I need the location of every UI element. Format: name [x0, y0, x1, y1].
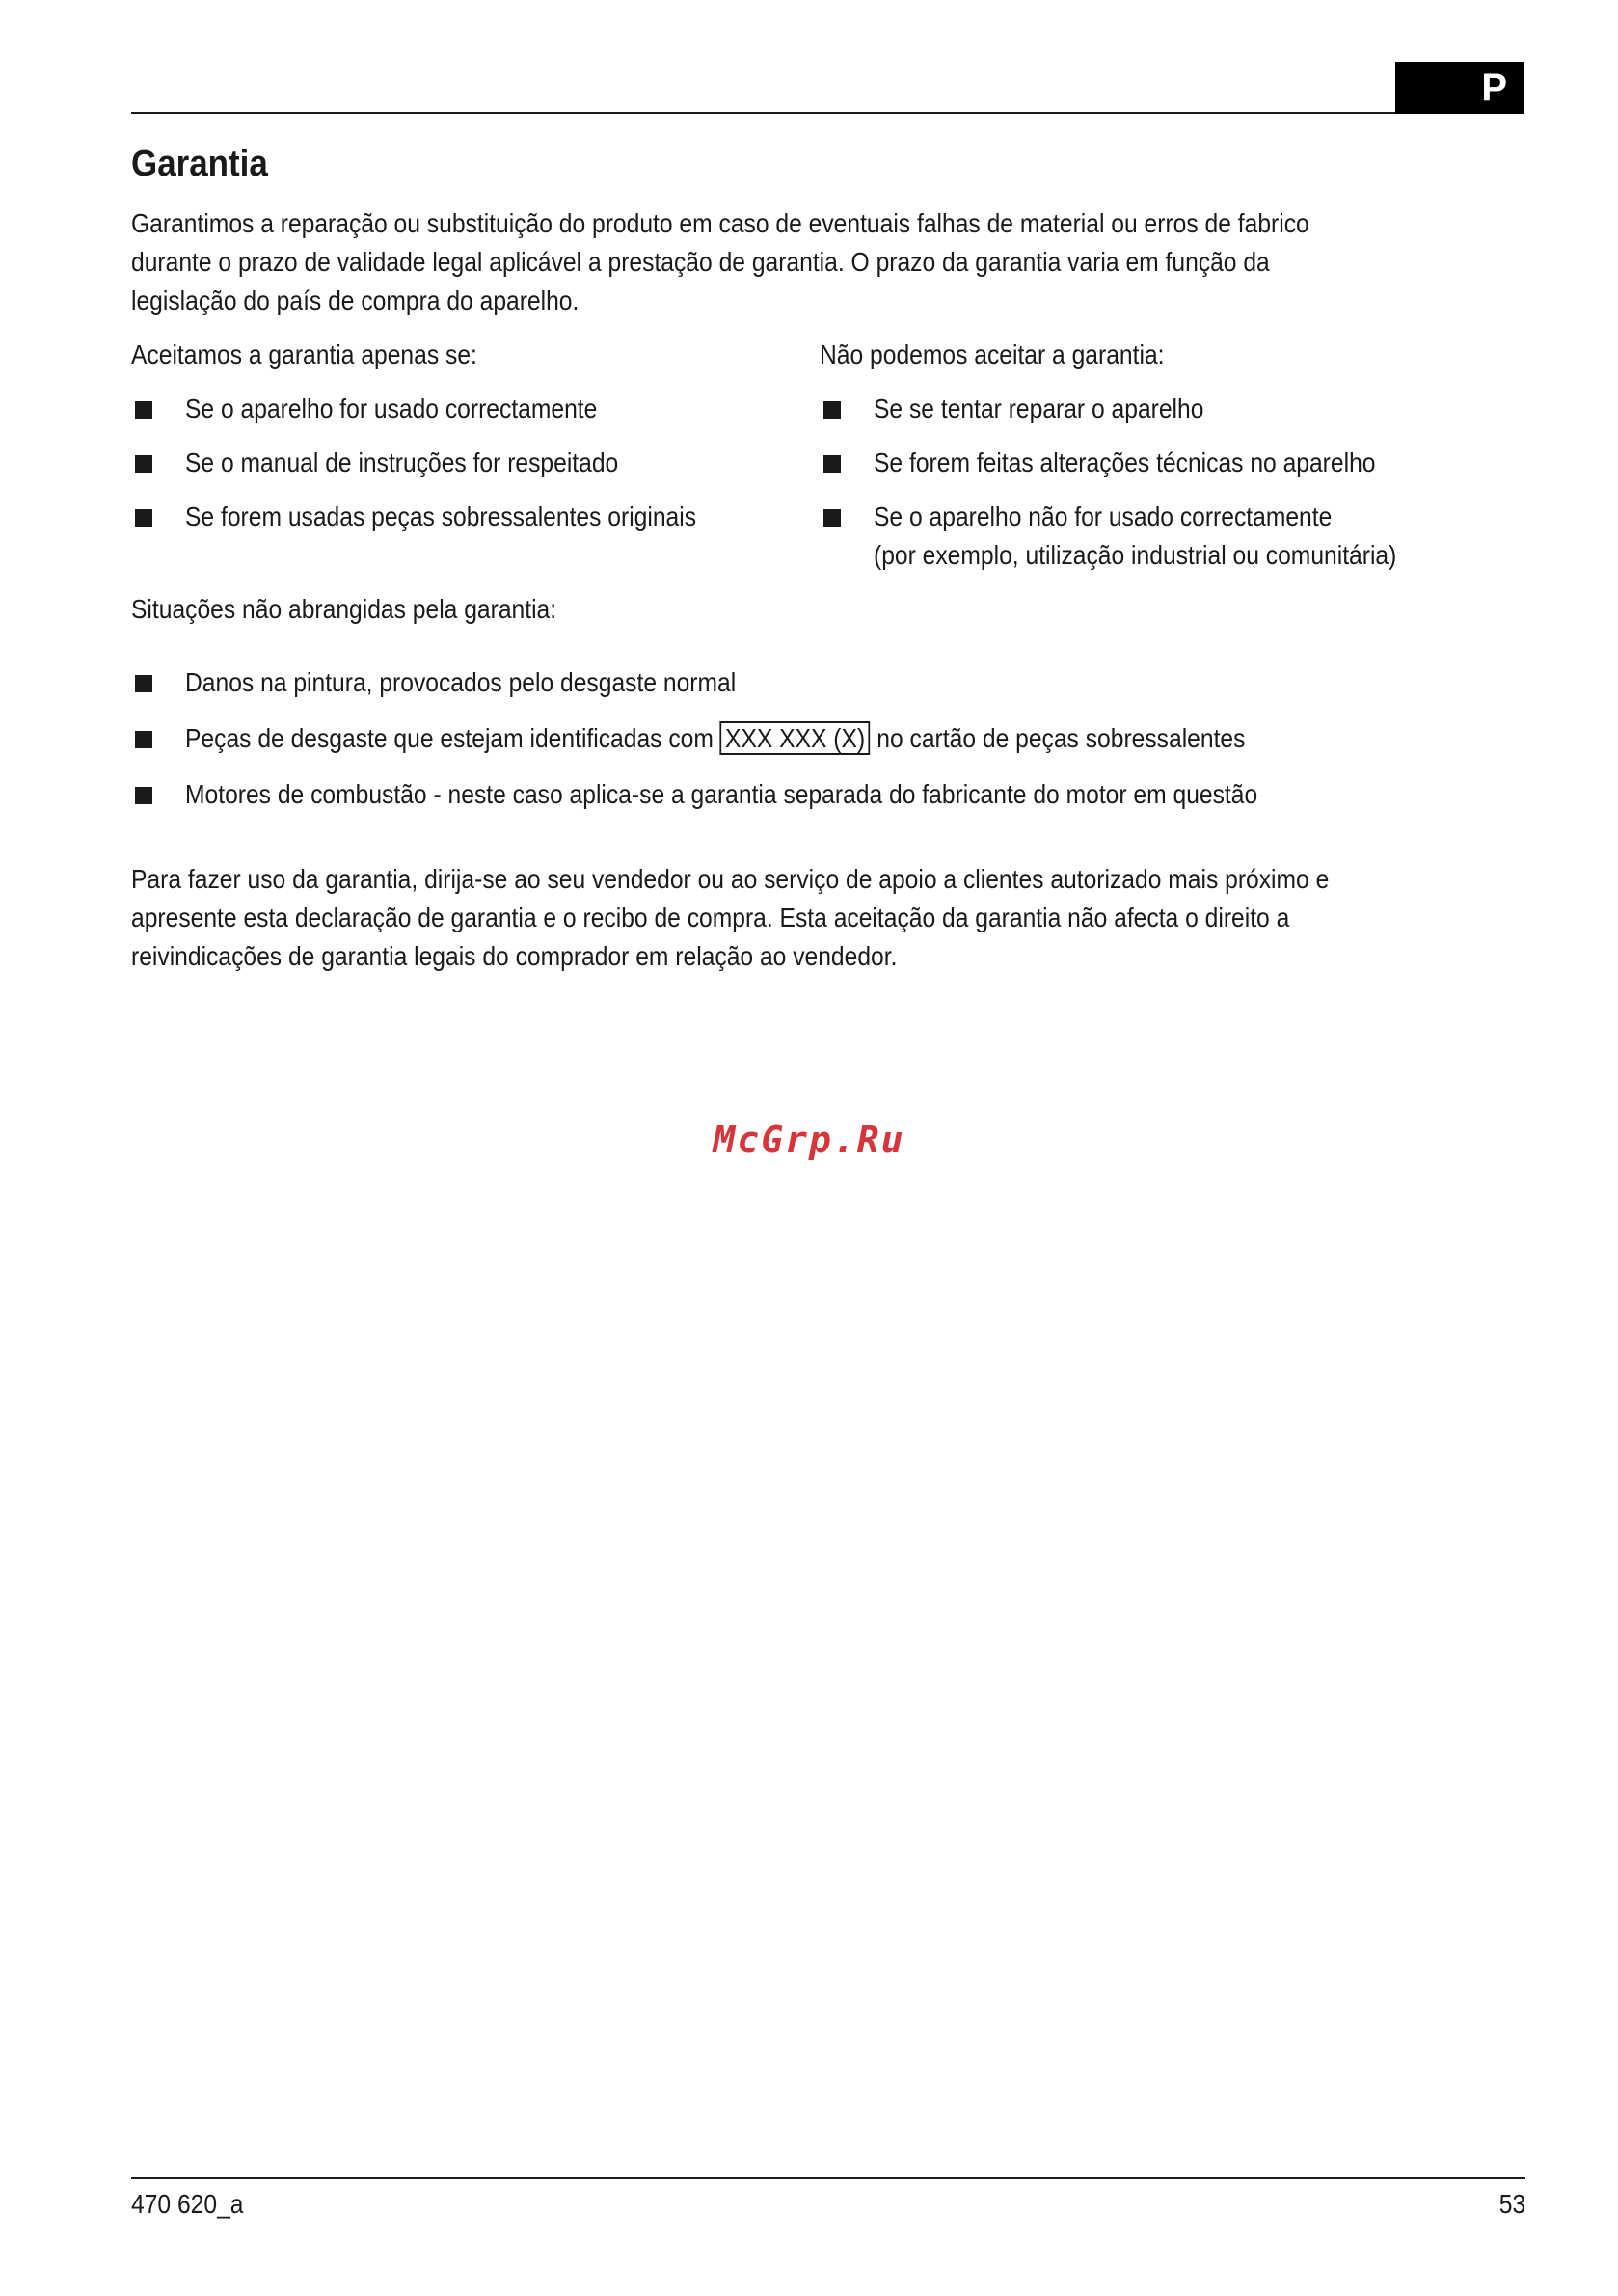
- list-item-text: Se o aparelho for usado correctamente: [185, 393, 598, 423]
- list-item-text: Danos na pintura, provocados pelo desgaste normal: [185, 667, 737, 697]
- bullet-square-icon: [135, 455, 152, 473]
- exclusions-list: [131, 646, 1520, 814]
- list-item: [131, 775, 1520, 814]
- list-item: [131, 444, 806, 482]
- list-item-text: Se se tentar reparar o aparelho: [874, 393, 1204, 423]
- list-item-text: [185, 719, 1360, 758]
- list-item: [131, 719, 1520, 758]
- page-number: 53: [1498, 2189, 1525, 2219]
- not-accepted-column: [820, 336, 1514, 575]
- bullet-square-icon: [135, 401, 152, 419]
- bullet-square-icon: [823, 455, 841, 473]
- not-accepted-list: [820, 390, 1514, 575]
- header-rule: [131, 112, 1406, 114]
- closing-paragraph: Para fazer uso da garantia, dirija-se ao seu vendedor ou ao serviço de apoio a clientes autorizado mais próximo e apresente esta declaração de garantia e o recibo de compra. Esta aceitação da garantia não afecta o direito a reivindicações de garantia legais do comprador em relação ao vendedor.: [131, 864, 1330, 971]
- list-item: [820, 444, 1514, 482]
- exclusions-heading: Situações não abrangidas pela garantia:: [131, 594, 557, 624]
- wear-parts-text: Peças de desgaste que estejam identificadas com: [185, 723, 714, 753]
- language-tab: P: [1395, 62, 1524, 114]
- list-item: [131, 390, 806, 428]
- list-item: [131, 498, 806, 536]
- list-item-text: Se forem feitas alterações técnicas no aparelho: [874, 447, 1376, 477]
- bullet-square-icon: [823, 509, 841, 527]
- bullet-square-icon: [135, 509, 152, 527]
- list-item: [820, 390, 1514, 428]
- not-accepted-heading: Não podemos aceitar a garantia:: [820, 339, 1165, 369]
- part-code-box: XXX XXX (X): [720, 721, 871, 755]
- bullet-square-icon: [135, 787, 152, 804]
- accepted-column: [131, 336, 806, 536]
- list-item-text: Motores de combustão - neste caso aplica-se a garantia separada do fabricante do motor em questão: [185, 779, 1258, 809]
- bullet-square-icon: [823, 401, 841, 419]
- list-item-subtext: (por exemplo, utilização industrial ou comunitária): [874, 540, 1397, 570]
- document-code: 470 620_a: [131, 2189, 244, 2219]
- bullet-square-icon: [135, 731, 152, 748]
- page-title: Garantia: [131, 144, 268, 184]
- list-item-text: Se o manual de instruções for respeitado: [185, 447, 619, 477]
- footer-rule: [131, 2177, 1525, 2179]
- list-item: [131, 663, 1520, 702]
- list-item-text: Se o aparelho não for usado correctamente: [874, 501, 1333, 531]
- list-item: [820, 498, 1514, 575]
- list-item-text: Se forem usadas peças sobressalentes originais: [185, 501, 697, 531]
- intro-paragraph: Garantimos a reparação ou substituição do produto em caso de eventuais falhas de material ou erros de fabrico durante o prazo de validade legal aplicável a prestação de garantia. O prazo da garantia varia em função da legislação do país de compra do aparelho.: [131, 208, 1309, 315]
- watermark-text: McGrp.Ru: [713, 1119, 905, 1161]
- accepted-heading: Aceitamos a garantia apenas se:: [131, 339, 477, 369]
- accepted-list: [131, 390, 806, 536]
- wear-parts-suffix: no cartão de peças sobressalentes: [876, 723, 1246, 753]
- bullet-square-icon: [135, 675, 152, 692]
